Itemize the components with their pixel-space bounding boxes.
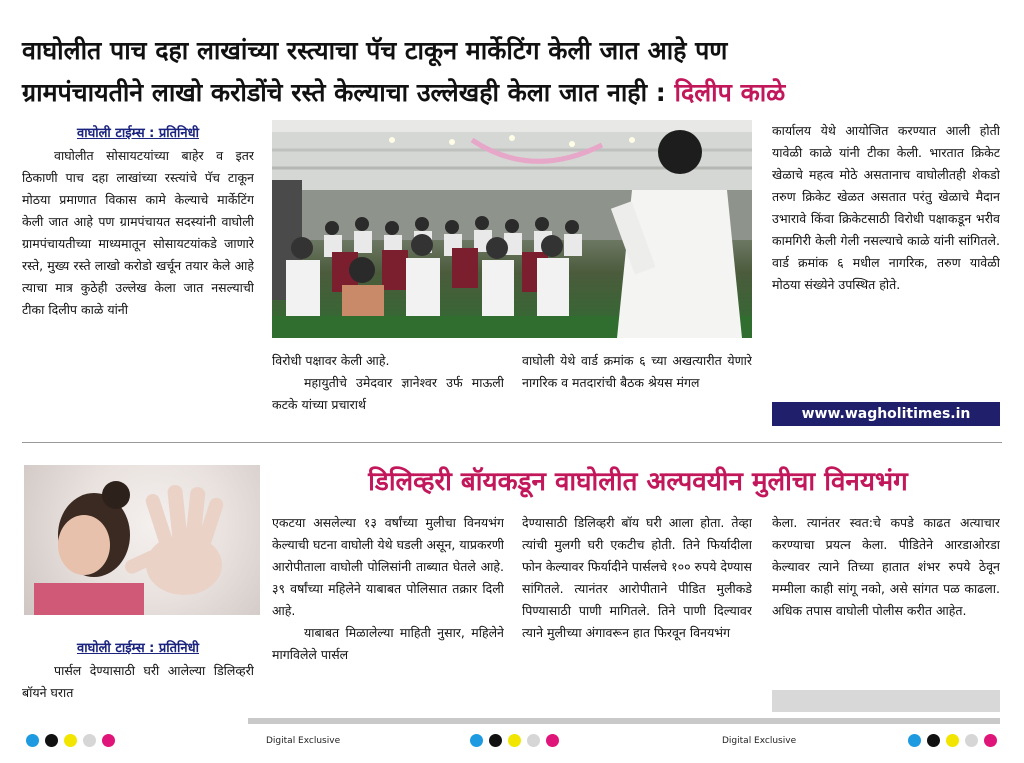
headline-1-accent-name: दिलीप काळे [674,78,786,107]
magenta-dot-icon [102,734,115,747]
event-photo-illustration [272,120,752,338]
cyan-dot-icon [470,734,483,747]
section-divider [22,442,1002,443]
article-2-col-3 [522,512,752,712]
cyan-dot-icon [26,734,39,747]
footer-color-dots-left [26,734,126,748]
stop-hand-photo [24,465,260,615]
footer-color-dots-center [470,734,570,748]
article-2-col-3-text: देण्यासाठी डिलिव्हरी बॉय घरी आला होता. तेव्हा त्यांची मुलगी घरी एकटीच होती. तिने फिर्यादीला फोन केल्यावर फिर्यादीने पार्सलचे १०० रुपये देण्यास सांगितले. त्यानंतर आरोपीताने पीडित मुलीकडे पिण्यासाठी पाणी मागितले. तिने पाणी दिल्यावर त्याने मुलीच्या अंगावरून हात फिरवून विनयभंग [522,515,752,640]
article-2-col-2-text-a: एकटया असलेल्या १३ वर्षांच्या मुलीचा विनयभंग केल्याची घटना वाघोली येथे घडली असून, याप्रकरणी आरोपीताला वाघोली पोलिसांनी ताब्यात घेतले आहे. ३९ वर्षांच्या महिलेने याबाबत पोलिसात तक्रार दिली आहे. [272,515,504,618]
article-1-col-1-text: वाघोलीत सोसायटयांच्या बाहेर व इतर ठिकाणी पाच दहा लाखांच्या रस्त्यांचे पॅच टाकून मोठया प्रमाणात विकास कामे केल्याचे मार्केटिंग केली जात आहे पण ग्रामपंचायत सदस्यांनी वाघोली ग्रामपंचायतीच्या माध्यमातून सोसायटयांकडे जाणारे रस्ते, मुख्य रस्ते लाखो करोडो खर्चून तयार केले आहे त्याचा मात्र कुठेही उल्लेख केला जात नसल्याची टीका दिलीप काळे यांनी [22,148,254,317]
black-dot-icon [927,734,940,747]
article-2-col-4 [772,512,1000,688]
headline-1-line-1: वाघोलीत पाच दहा लाखांच्या रस्त्याचा पॅच टाकून मार्केटिंग केली जात आहे पण [22,36,728,65]
event-photo [272,120,752,338]
magenta-dot-icon [546,734,559,747]
article-1-col-3-text: वाघोली येथे वार्ड क्रमांक ६ च्या अखत्यारीत येणारे नागरिक व मतदारांची बैठक श्रेयस मंगल [522,353,752,390]
grey-dot-icon [527,734,540,747]
headline-1-line-2-text: ग्रामपंचायतीने लाखो करोडोंचे रस्ते केल्याचा उल्लेखही केला जात नाही : [22,78,666,107]
headline-1-line-2 [22,72,1012,114]
grey-dot-icon [83,734,96,747]
article-1-col-4 [772,120,1000,402]
article-1-col-2-text-b: महायुतीचे उमेदवार ज्ञानेश्वर उर्फ माऊली कटके यांच्या प्रचारार्थ [272,375,504,412]
article-2-byline: वाघोली टाईम्स : प्रतिनिधी [76,641,200,656]
footer-grey-box [772,690,1000,712]
website-banner[interactable]: www.wagholitimes.in [772,402,1000,426]
article-2-col-4-text: केला. त्यानंतर स्वत:चे कपडे काढत अत्याचार करण्याचा प्रयत्न केला. पीडितेने आरडाओरडा केल्यावर त्याने तिच्या हातात शंभर रुपये ठेवून मम्मीला काही सांगू नको, असे सांगत पळ काढला. अधिक तपास वाघोली पोलीस करीत आहेत. [772,515,1000,618]
article-2-col-2 [272,512,504,712]
article-1-col-2 [272,350,504,434]
black-dot-icon [45,734,58,747]
article-2-col-1 [22,637,254,717]
footer-color-dots-right [908,734,1008,748]
yellow-dot-icon [64,734,77,747]
cyan-dot-icon [908,734,921,747]
article-1-col-1 [22,122,254,434]
yellow-dot-icon [946,734,959,747]
headline-1 [22,30,1012,114]
footer-label-center: Digital Exclusive [266,736,341,746]
black-dot-icon [489,734,502,747]
magenta-dot-icon [984,734,997,747]
article-1-col-2-text-a: विरोधी पक्षावर केली आहे. [272,353,390,368]
footer-label-right: Digital Exclusive [722,736,797,746]
grey-dot-icon [965,734,978,747]
article-2-col-2-text-b: याबाबत मिळालेल्या माहिती नुसार, महिलेने मागविलेले पार्सल [272,625,504,662]
article-2-col-1-text: पार्सल देण्यासाठी घरी आलेल्या डिलिव्हरी बॉयने घरात [22,663,254,700]
article-1-col-4-text: कार्यालय येथे आयोजित करण्यात आली होती यावेळी काळे यांनी टीका केली. भारतात क्रिकेट खेळाचे महत्व मोठे असतानाच वाघोलीतही शेकडो तरुण क्रिकेट खेळत असतात परंतु खेळाचे मैदान उभारावे किंवा क्रिकेटसाठी विरोधी पक्षाकडून भरीव कामगिरी केली गेली नसल्याचे काळे यांनी सांगितले. वार्ड क्रमांक ६ मधील नागरिक, तरुण यावेळी मोठया संख्येने उपस्थित होते. [772,123,1000,292]
article-1-col-3 [522,350,752,434]
yellow-dot-icon [508,734,521,747]
footer-bar [248,718,1000,724]
stop-hand-illustration [24,465,260,615]
headline-2: डिलिव्हरी बॉयकडून वाघोलीत अल्पवयीन मुलीचा विनयभंग [368,467,908,497]
article-1-byline: वाघोली टाईम्स : प्रतिनिधी [76,126,200,141]
